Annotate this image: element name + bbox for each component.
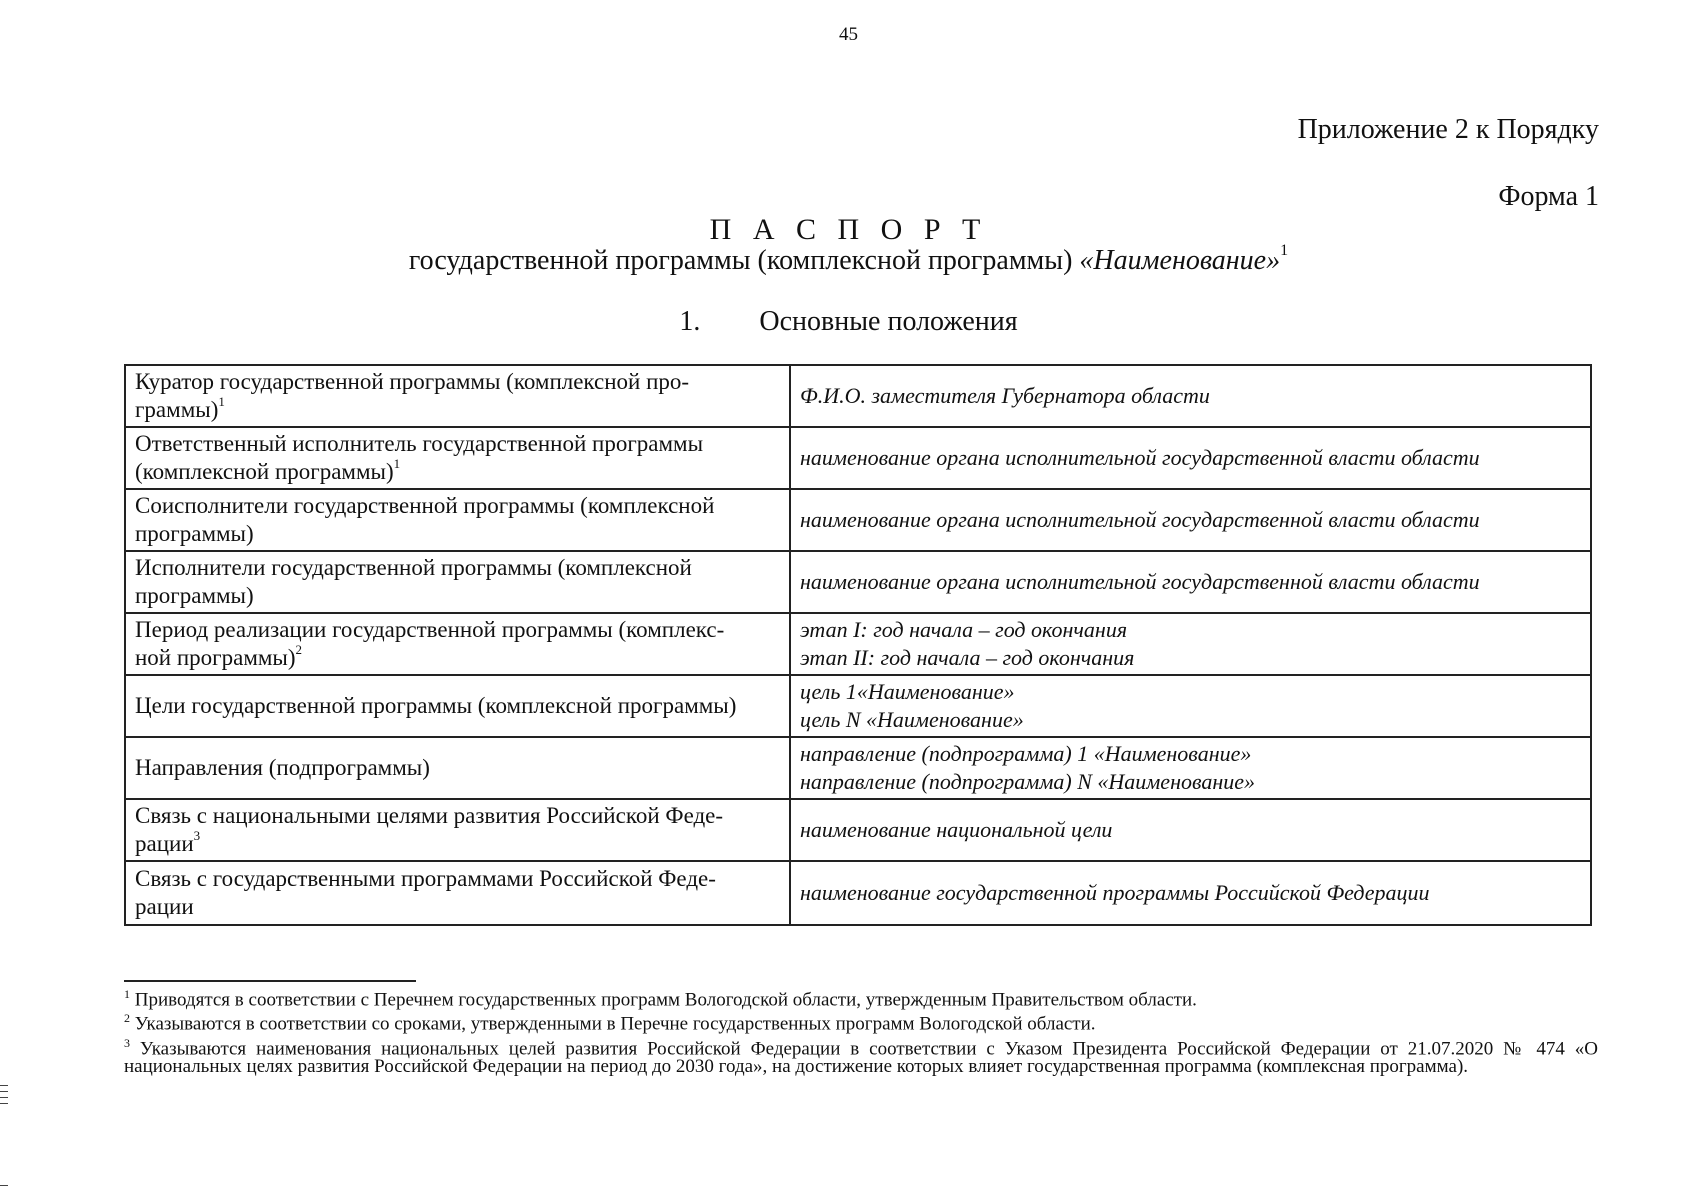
subtitle-footnote-ref: 1 [1280, 241, 1289, 259]
row-value-line: цель N «Наименование» [800, 707, 1024, 732]
footnote [124, 1034, 1598, 1076]
row-label-line: Период реализации государственной программы (комплекс- [135, 617, 725, 642]
margin-mark [0, 1091, 8, 1092]
passport-table [124, 364, 1592, 926]
row-value [790, 427, 1591, 489]
passport-table-body [125, 365, 1591, 925]
row-label-line: Связь с национальными целями развития Российской Феде- [135, 803, 724, 828]
row-label [125, 861, 790, 925]
page-number: 45 [839, 24, 858, 45]
row-value-line: наименование органа исполнительной государственной власти области [800, 569, 1480, 594]
footnote-mark: 3 [124, 1035, 130, 1050]
footnotes [124, 985, 1598, 1076]
form-label: Форма 1 [1498, 181, 1599, 212]
subtitle-program-name: «Наименование» [1079, 245, 1281, 276]
footnote-text: Указываются в соответствии со сроками, утвержденными в Перечне государственных программ Вологодской области. [134, 1013, 1096, 1035]
margin-mark [0, 1097, 8, 1098]
row-label-text: рации [135, 831, 194, 856]
row-label-text: ной программы) [135, 645, 296, 670]
row-value-line: этап I: год начала – год окончания [800, 617, 1128, 642]
footnote [124, 985, 1598, 1009]
table-row [125, 799, 1591, 861]
row-label [125, 675, 790, 737]
row-label-line: Соисполнители государственной программы (комплексной [135, 493, 715, 518]
footnote-text: Приводятся в соответствии с Перечнем государственных программ Вологодской области, утвержденным Правительством области. [134, 989, 1197, 1011]
row-label-line [135, 830, 780, 858]
row-value [790, 365, 1591, 427]
row-label-line: Ответственный исполнитель государственной программы [135, 431, 704, 456]
row-label-line: Цели государственной программы (комплексной программы) [135, 693, 737, 718]
footnote [124, 1009, 1598, 1033]
section-heading [0, 306, 1697, 338]
row-value-line: наименование национальной цели [800, 817, 1113, 842]
row-label [125, 489, 790, 551]
row-label-line: Куратор государственной программы (комплексной про- [135, 369, 690, 394]
row-label [125, 737, 790, 799]
row-value-line: Ф.И.О. заместителя Губернатора области [800, 383, 1210, 408]
row-value [790, 675, 1591, 737]
row-label [125, 427, 790, 489]
row-label-line: Исполнители государственной программы (комплексной [135, 555, 692, 580]
row-value [790, 799, 1591, 861]
table-row [125, 427, 1591, 489]
row-value [790, 737, 1591, 799]
row-label-text: граммы) [135, 397, 219, 422]
table-row [125, 551, 1591, 613]
appendix-label: Приложение 2 к Порядку [1297, 114, 1599, 145]
document-title: П А С П О Р Т [709, 213, 988, 246]
row-value-line: наименование органа исполнительной государственной власти области [800, 507, 1480, 532]
footnote-ref: 1 [393, 456, 401, 472]
margin-mark [0, 1085, 8, 1086]
table-row [125, 489, 1591, 551]
row-value [790, 861, 1591, 925]
row-value [790, 551, 1591, 613]
footnote-ref: 3 [193, 828, 201, 844]
margin-mark [0, 1103, 8, 1104]
document-subtitle [0, 241, 1697, 277]
row-value [790, 489, 1591, 551]
footnote-text: Указываются наименования национальных целей развития Российской Федерации в соответствии с Указом Президента Российской Федерации от 21.07.2020 № 474 «О национальных целях развития Российской Федерации на период до 2030 года», на достижение которых влияет государственная программа (комплексная программа). [124, 1037, 1599, 1077]
row-value-line: этап II: год начала – год окончания [800, 645, 1135, 670]
row-value-line: направление (подпрограмма) N «Наименование» [800, 769, 1256, 794]
section-title: Основные положения [759, 306, 1018, 337]
row-value [790, 613, 1591, 675]
footnote-mark: 1 [124, 987, 130, 1001]
row-label-line: Связь с государственными программами Российской Феде- [135, 866, 716, 891]
row-label [125, 799, 790, 861]
row-label [125, 613, 790, 675]
row-value-line: наименование органа исполнительной государственной власти области [800, 445, 1480, 470]
row-label-line [135, 644, 780, 672]
section-number: 1. [679, 306, 701, 337]
row-label [125, 551, 790, 613]
table-row [125, 613, 1591, 675]
row-value-line: направление (подпрограмма) 1 «Наименование» [800, 741, 1252, 766]
footnote-divider [124, 980, 416, 982]
row-label-line: программы) [135, 521, 254, 546]
subtitle-text: государственной программы (комплексной программы) [408, 245, 1080, 276]
footnote-ref: 1 [218, 394, 225, 410]
row-label-line: Направления (подпрограммы) [135, 755, 430, 780]
row-value-line: цель 1«Наименование» [800, 679, 1015, 704]
margin-mark [0, 1185, 8, 1186]
row-label-line [135, 396, 780, 424]
row-value-line: наименование государственной программы Российской Федерации [800, 880, 1430, 905]
footnote-ref: 2 [295, 642, 303, 658]
row-label-line: рации [135, 894, 194, 919]
table-row [125, 737, 1591, 799]
table-row [125, 365, 1591, 427]
row-label-line: программы) [135, 583, 254, 608]
footnote-mark: 2 [124, 1011, 130, 1026]
table-row [125, 675, 1591, 737]
row-label-text: (комплексной программы) [135, 459, 394, 484]
row-label [125, 365, 790, 427]
table-row [125, 861, 1591, 925]
row-label-line [135, 458, 780, 486]
